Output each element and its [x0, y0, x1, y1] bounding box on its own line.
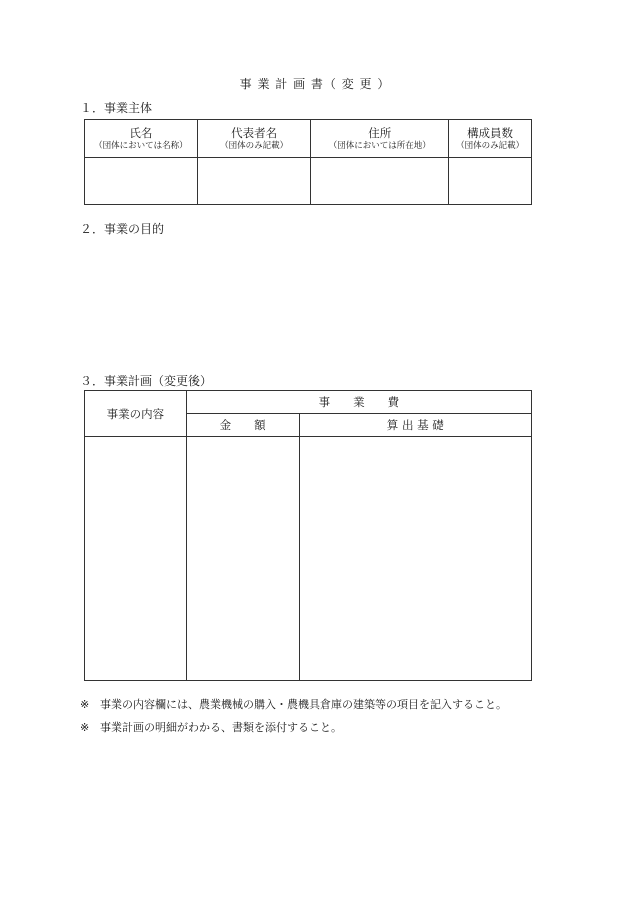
header-members-label: 構成員数: [467, 125, 514, 140]
note-2: [80, 719, 342, 735]
document-title: 事 業 計 画 書（ 変 更 ）: [239, 77, 391, 91]
cell-members[interactable]: [449, 158, 532, 205]
cell-amount[interactable]: [186, 437, 299, 681]
section-heading-business-entity: １．事業主体: [80, 101, 153, 115]
cell-representative[interactable]: [197, 158, 311, 205]
note-1-text: 事業の内容欄には、農業機械の購入・農機具倉庫の建築等の項目を記入すること。: [100, 698, 507, 711]
note-1: [80, 696, 507, 712]
cell-address[interactable]: [311, 158, 449, 205]
cell-name[interactable]: [85, 158, 198, 205]
note-2-mark: ※: [80, 721, 90, 734]
header-content: 事業の内容: [85, 391, 187, 437]
header-cost: 事 業 費: [186, 391, 531, 414]
header-address: [311, 120, 449, 158]
header-representative-label: 代表者名: [231, 125, 278, 140]
header-basis: 算 出 基 礎: [299, 414, 531, 437]
header-amount: 金 額: [186, 414, 299, 437]
header-name: [85, 120, 198, 158]
note-2-text: 事業計画の明細がわかる、書類を添付すること。: [100, 721, 342, 734]
note-1-mark: ※: [80, 698, 90, 711]
business-entity-table: [84, 119, 532, 205]
cell-basis[interactable]: [299, 437, 531, 681]
header-members: [449, 120, 532, 158]
header-representative-note: （団体のみ記載）: [220, 140, 289, 151]
header-address-label: 住所: [368, 125, 392, 140]
header-name-note: （団体においては名称）: [94, 140, 188, 151]
section-heading-purpose: ２．事業の目的: [80, 222, 165, 236]
section-heading-business-plan: ３．事業計画（変更後）: [80, 374, 213, 388]
cell-content[interactable]: [85, 437, 187, 681]
header-representative: [197, 120, 311, 158]
header-name-label: 氏名: [129, 125, 153, 140]
header-address-note: （団体においては所在地）: [328, 140, 431, 151]
header-members-note: （団体のみ記載）: [456, 140, 525, 151]
business-plan-table: [84, 390, 532, 681]
